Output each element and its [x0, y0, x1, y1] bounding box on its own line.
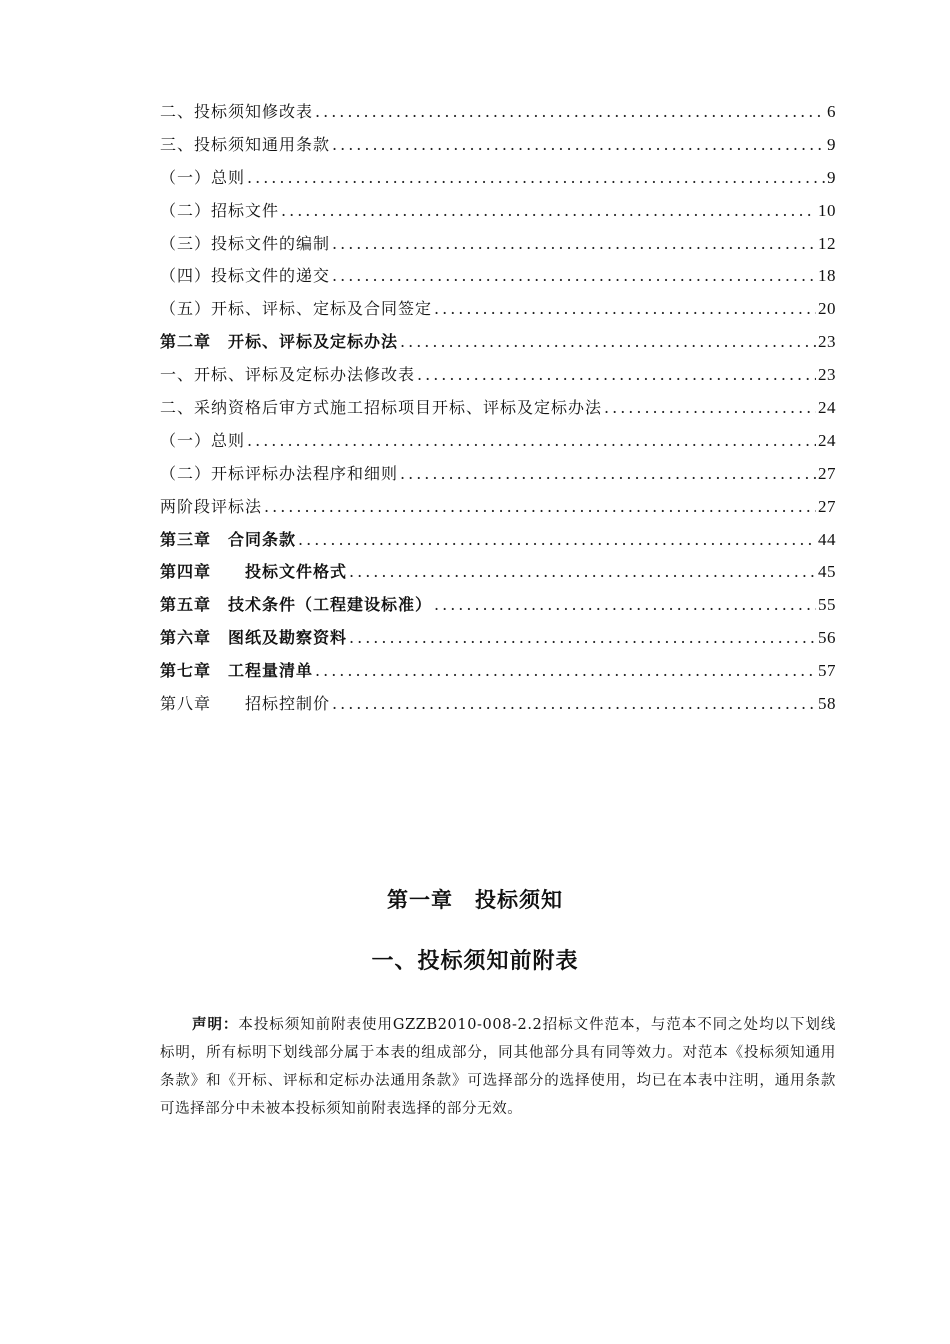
toc-leader-dots: [281, 195, 816, 228]
toc-leader-dots: [349, 556, 816, 589]
toc-entry-title: （一）总则: [160, 430, 246, 450]
statement-paragraph: [160, 1011, 836, 1123]
toc-entry-title: （二）开标评标办法程序和细则: [160, 463, 399, 483]
toc-entry-page-number: 45: [818, 562, 836, 582]
toc-entry-title: 第四章 投标文件格式: [160, 562, 348, 582]
toc-entry[interactable]: [160, 392, 836, 425]
toc-entry-title: （二）招标文件: [160, 200, 280, 220]
toc-entry-page-number: 55: [818, 595, 836, 615]
toc-entry-page-number: 27: [818, 496, 836, 516]
toc-entry-page-number: 9: [827, 134, 836, 154]
toc-entry-title: 二、采纳资格后审方式施工招标项目开标、评标及定标办法: [160, 398, 603, 418]
section-title: 一、投标须知前附表: [371, 949, 579, 974]
toc-leader-dots: [349, 622, 816, 655]
toc-entry-page-number: 24: [818, 430, 836, 450]
toc-entry-page-number: 12: [818, 233, 836, 253]
toc-entry-page-number: 44: [818, 529, 836, 549]
toc-entry-page-number: 27: [818, 463, 836, 483]
toc-entry[interactable]: [160, 96, 836, 129]
toc-leader-dots: [332, 260, 816, 293]
toc-entry-title: 二、投标须知修改表: [160, 102, 314, 121]
toc-entry[interactable]: [160, 622, 836, 655]
toc-leader-dots: [434, 293, 816, 326]
toc-entry-page-number: 9: [827, 167, 836, 187]
toc-leader-dots: [315, 96, 825, 129]
toc-entry-page-number: 56: [818, 628, 836, 648]
toc-leader-dots: [247, 162, 825, 195]
toc-entry[interactable]: [160, 425, 836, 458]
toc-leader-dots: [264, 491, 816, 524]
toc-entry[interactable]: [160, 491, 836, 524]
toc-entry-title: 第三章 合同条款: [160, 529, 297, 549]
toc-entry-page-number: 57: [818, 661, 836, 681]
toc-leader-dots: [400, 326, 816, 359]
toc-entry[interactable]: [160, 688, 836, 721]
toc-entry-title: （三）投标文件的编制: [160, 233, 331, 253]
toc-entry[interactable]: [160, 655, 836, 688]
toc-entry[interactable]: [160, 195, 836, 228]
toc-entry-page-number: 58: [818, 694, 836, 714]
toc-entry[interactable]: [160, 359, 836, 392]
toc-leader-dots: [332, 688, 816, 721]
toc-entry-title: 一、开标、评标及定标办法修改表: [160, 365, 416, 385]
toc-entry-title: （四）投标文件的递交: [160, 266, 331, 286]
toc-leader-dots: [332, 129, 825, 162]
toc-entry-title: 两阶段评标法: [160, 496, 263, 516]
toc-entry[interactable]: [160, 556, 836, 589]
toc-entry[interactable]: [160, 326, 836, 359]
toc-entry-page-number: 18: [818, 266, 836, 286]
toc-leader-dots: [434, 589, 816, 622]
toc-entry[interactable]: [160, 228, 836, 261]
toc-leader-dots: [298, 524, 816, 557]
toc-entry[interactable]: [160, 260, 836, 293]
toc-entry-title: 第七章 工程量清单: [160, 661, 314, 681]
toc-entry-page-number: 23: [818, 365, 836, 385]
toc-entry-title: （五）开标、评标、定标及合同签定: [160, 299, 433, 319]
toc-leader-dots: [604, 392, 816, 425]
toc-entry-title: （一）总则: [160, 167, 246, 187]
toc-entry-title: 第二章 开标、评标及定标办法: [160, 332, 399, 352]
toc-entry[interactable]: [160, 293, 836, 326]
toc-leader-dots: [332, 228, 816, 261]
statement-body: 本投标须知前附表使用GZZB2010-008-2.2招标文件范本，与范本不同之处均以下划线标明，所有标明下划线部分属于本表的组成部分，同其他部分具有同等效力。对范本《投标须知通用条款》和《开标、评标和定标办法通用条款》可选择部分的选择使用，均已在本表中注明，通用条款可选择部分中未被本投标须知前附表选择的部分无效。: [160, 1016, 836, 1117]
toc-entry-page-number: 23: [818, 332, 836, 352]
toc-entry[interactable]: [160, 129, 836, 162]
toc-leader-dots: [417, 359, 816, 392]
toc-leader-dots: [247, 425, 816, 458]
toc-leader-dots: [400, 458, 816, 491]
toc-entry-title: 第五章 技术条件（工程建设标准）: [160, 595, 433, 615]
toc-entry-title: 第六章 图纸及勘察资料: [160, 628, 348, 648]
toc-entry-title: 三、投标须知通用条款: [160, 134, 331, 154]
toc-entry[interactable]: [160, 524, 836, 557]
table-of-contents: [160, 96, 836, 721]
statement-label: 声明：: [192, 1015, 239, 1033]
toc-entry[interactable]: [160, 162, 836, 195]
toc-entry[interactable]: [160, 589, 836, 622]
toc-entry-title: 第八章 招标控制价: [160, 694, 331, 714]
toc-leader-dots: [315, 655, 816, 688]
chapter-title: 第一章 投标须知: [387, 888, 563, 912]
toc-entry-page-number: 24: [818, 398, 836, 418]
toc-entry[interactable]: [160, 458, 836, 491]
toc-entry-page-number: 20: [818, 299, 836, 319]
toc-entry-page-number: 10: [818, 200, 836, 220]
toc-entry-page-number: 6: [827, 102, 836, 121]
